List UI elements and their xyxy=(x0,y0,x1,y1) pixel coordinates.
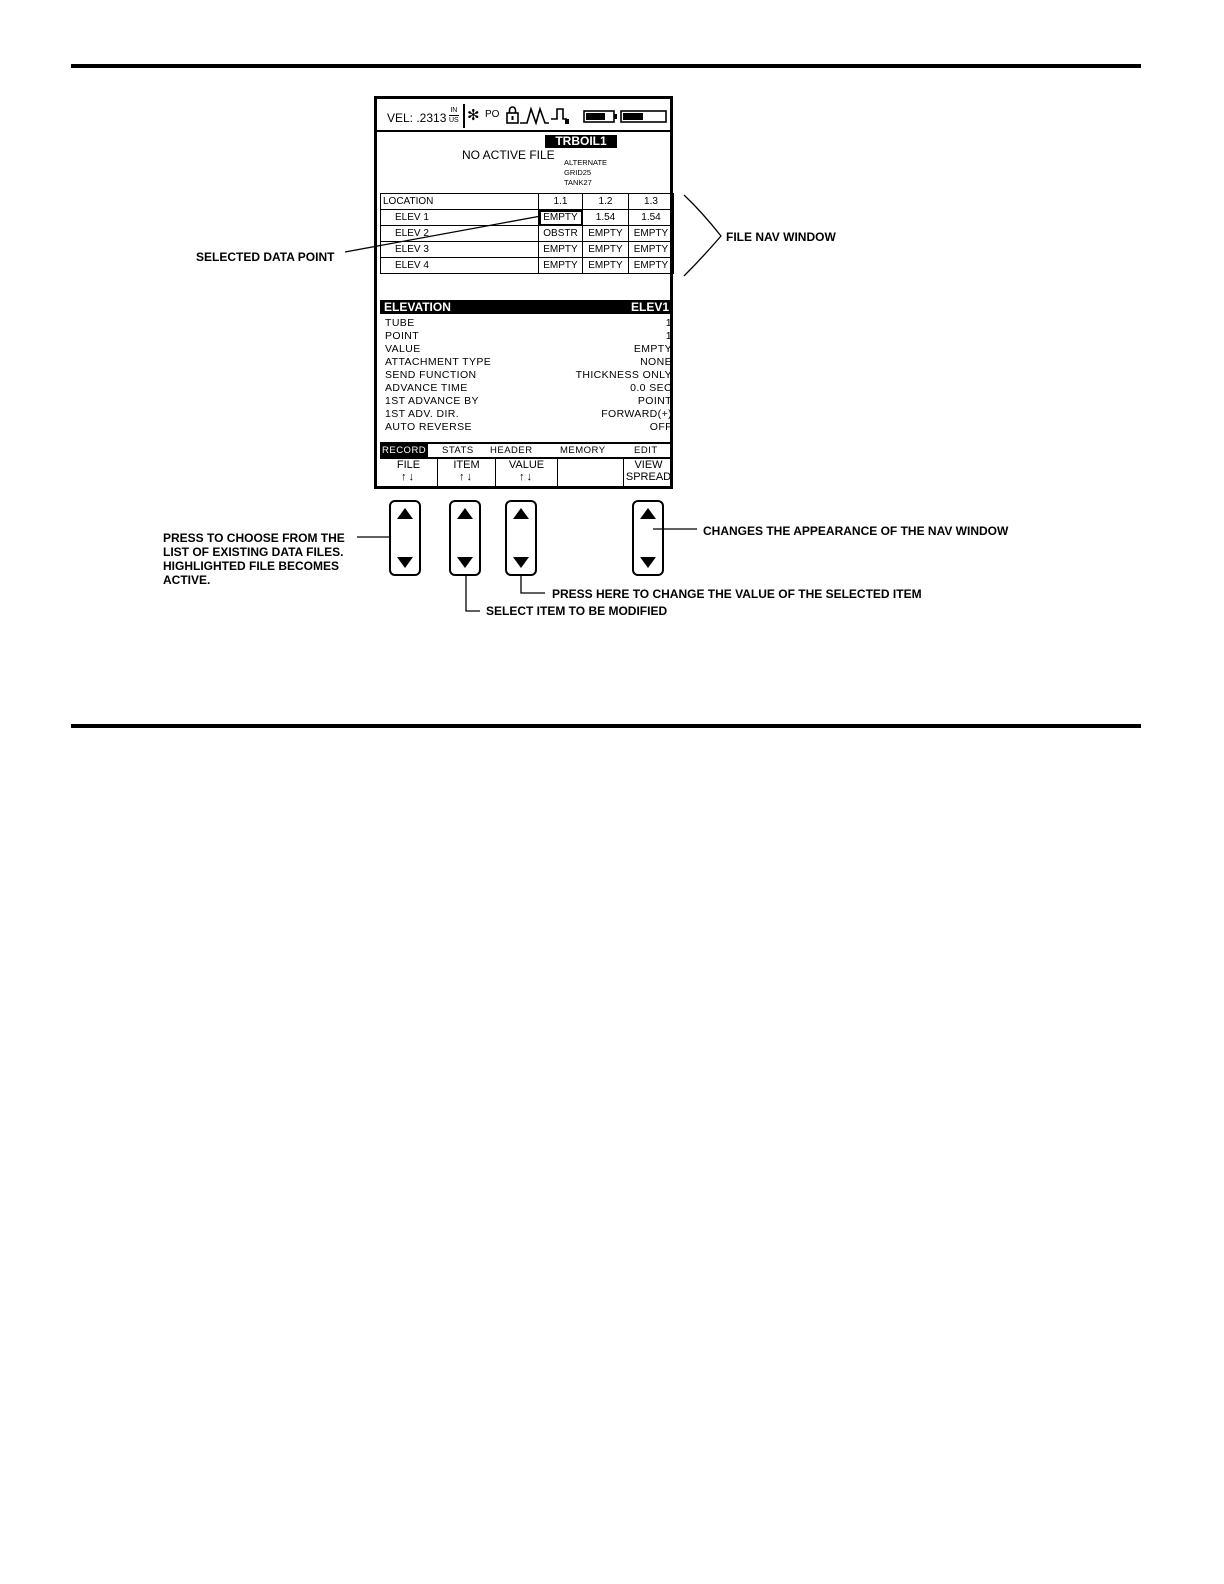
property-row: 1ST ADVANCE BY POINT xyxy=(385,395,672,407)
selected-data-point-cell[interactable]: EMPTY xyxy=(539,210,583,226)
data-cell[interactable]: EMPTY xyxy=(629,258,674,274)
elevation-id: ELEV1 xyxy=(630,300,669,314)
file-list-item[interactable]: ALTERNATE xyxy=(564,158,608,167)
tab-edit[interactable]: EDIT xyxy=(634,445,658,456)
property-row: POINT 1 xyxy=(385,330,672,342)
freeze-icon: ✻ xyxy=(467,107,480,124)
data-cell[interactable]: EMPTY xyxy=(583,242,629,258)
softkey-value[interactable]: VALUE ↑↓ xyxy=(496,459,558,489)
data-cell[interactable]: EMPTY xyxy=(583,226,629,242)
data-cell[interactable]: EMPTY xyxy=(583,258,629,274)
bottom-rule xyxy=(71,724,1141,728)
property-row: SEND FUNCTION THICKNESS ONLY xyxy=(385,369,672,381)
data-cell[interactable]: 1.54 xyxy=(583,210,629,226)
softkey-file[interactable]: FILE ↑↓ xyxy=(380,459,438,489)
property-row: AUTO REVERSE OFF xyxy=(385,421,672,433)
press-file-callout: PRESS TO CHOOSE FROM THE LIST OF EXISTING DATA FILES. HIGHLIGHTED FILE BECOMES ACTIVE. xyxy=(163,531,345,587)
velocity-unit: $\frac{IN}{US}$ xyxy=(449,107,459,124)
data-cell[interactable]: EMPTY xyxy=(629,242,674,258)
file-title: TRBOIL1 xyxy=(545,135,617,148)
data-cell[interactable]: OBSTR xyxy=(539,226,583,242)
file-list-item[interactable]: TANK27 xyxy=(564,178,592,187)
po-indicator: PO xyxy=(485,109,500,120)
row-label: ELEV 2 xyxy=(381,226,539,242)
callout-leader-lines xyxy=(0,0,1224,740)
row-label: ELEV 3 xyxy=(381,242,539,258)
property-row: 1ST ADV. DIR. FORWARD(+) xyxy=(385,408,672,420)
softkey-view-spread[interactable]: VIEW SPREAD xyxy=(625,459,672,483)
press-value-callout: PRESS HERE TO CHANGE THE VALUE OF THE SELECTED ITEM xyxy=(552,587,922,601)
velocity-readout: VEL: .2313 xyxy=(387,111,447,125)
property-row: ATTACHMENT TYPE NONE xyxy=(385,356,672,368)
location-header: LOCATION xyxy=(381,194,539,210)
softkey-item[interactable]: ITEM ↑↓ xyxy=(438,459,496,489)
tab-header[interactable]: HEADER xyxy=(490,445,533,456)
file-nav-window-callout: FILE NAV WINDOW xyxy=(726,230,836,244)
property-row: ADVANCE TIME 0.0 SEC xyxy=(385,382,672,394)
column-header: 1.1 xyxy=(539,194,583,210)
row-label: ELEV 1 xyxy=(381,210,539,226)
no-active-file: NO ACTIVE FILE xyxy=(462,148,555,162)
selected-data-point-callout: SELECTED DATA POINT xyxy=(196,250,335,264)
property-row: VALUE EMPTY xyxy=(385,343,672,355)
data-cell[interactable]: EMPTY xyxy=(539,242,583,258)
file-list-item[interactable]: GRID25 xyxy=(564,168,592,177)
column-header: 1.2 xyxy=(583,194,629,210)
elevation-title: ELEVATION xyxy=(384,300,451,314)
select-item-callout: SELECT ITEM TO BE MODIFIED xyxy=(486,604,668,618)
property-row: TUBE 1 xyxy=(385,317,672,329)
data-cell[interactable]: EMPTY xyxy=(539,258,583,274)
data-cell[interactable]: EMPTY xyxy=(629,226,674,242)
changes-appearance-callout: CHANGES THE APPEARANCE OF THE NAV WINDOW xyxy=(703,524,1009,538)
tab-memory[interactable]: MEMORY xyxy=(560,445,606,456)
column-header: 1.3 xyxy=(629,194,674,210)
tab-record[interactable]: RECORD xyxy=(382,445,427,456)
row-label: ELEV 4 xyxy=(381,258,539,274)
tab-stats[interactable]: STATS xyxy=(442,445,474,456)
data-cell[interactable]: 1.54 xyxy=(629,210,674,226)
